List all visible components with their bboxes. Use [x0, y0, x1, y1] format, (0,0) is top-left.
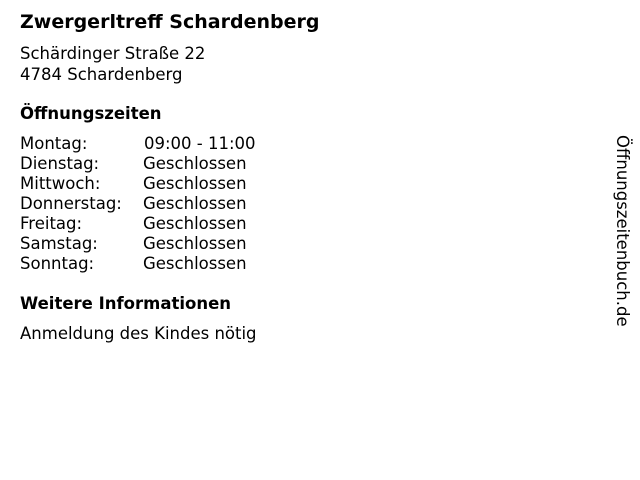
- day-label: Freitag:: [20, 214, 83, 233]
- further-info-text: Anmeldung des Kindes nötig: [20, 324, 257, 343]
- hours-row-saturday: [20, 234, 300, 254]
- further-info-heading: Weitere Informationen: [20, 294, 232, 313]
- time-value: Geschlossen: [143, 234, 247, 253]
- hours-row-thursday: [20, 194, 300, 214]
- hours-row-sunday: [20, 254, 300, 274]
- day-label: Mittwoch:: [20, 174, 101, 193]
- day-label: Montag:: [20, 134, 88, 153]
- hours-row-tuesday: [20, 154, 300, 174]
- time-value: Geschlossen: [143, 254, 247, 273]
- day-label: Dienstag:: [20, 154, 100, 173]
- hours-row-friday: [20, 214, 300, 234]
- day-label: Donnerstag:: [20, 194, 122, 213]
- time-value: Geschlossen: [143, 194, 247, 213]
- address-street: Schärdinger Straße 22: [20, 44, 206, 63]
- hours-row-monday: [20, 134, 300, 154]
- watermark: Öffnungszeitenbuch.de: [613, 135, 632, 327]
- time-value: 09:00 - 11:00: [144, 134, 256, 153]
- opening-hours-heading: Öffnungszeiten: [20, 104, 162, 123]
- page-title: Zwergerltreff Schardenberg: [20, 11, 320, 33]
- address-city: 4784 Schardenberg: [20, 65, 183, 84]
- address: [20, 43, 205, 85]
- opening-hours-table: [20, 134, 300, 274]
- day-label: Sonntag:: [20, 254, 95, 273]
- day-label: Samstag:: [20, 234, 98, 253]
- time-value: Geschlossen: [143, 214, 247, 233]
- time-value: Geschlossen: [143, 154, 247, 173]
- hours-row-wednesday: [20, 174, 300, 194]
- time-value: Geschlossen: [143, 174, 247, 193]
